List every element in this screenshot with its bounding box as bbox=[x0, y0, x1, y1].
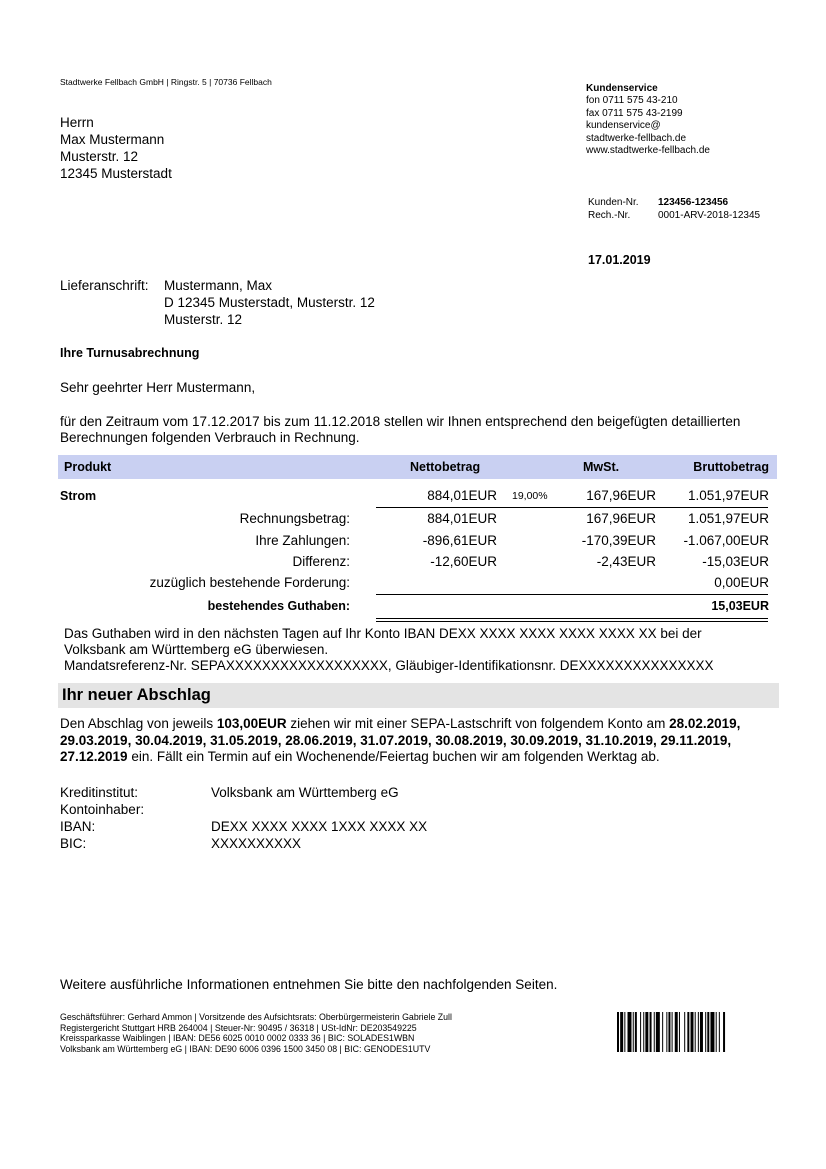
installment-text: Den Abschlag von jeweils bbox=[60, 716, 217, 731]
subject: Ihre Turnusabrechnung bbox=[60, 346, 200, 360]
barcode-bar bbox=[698, 1012, 699, 1052]
bank-value: Volksbank am Württemberg eG bbox=[211, 785, 399, 800]
row-zahlungen-net: -896,61EUR bbox=[422, 533, 497, 548]
row-zahlungen-vat: -170,39EUR bbox=[581, 533, 656, 548]
barcode-bar bbox=[687, 1012, 689, 1052]
barcode-bar bbox=[684, 1012, 685, 1052]
more-info: Weitere ausführliche Informationen entnehmen Sie bitte den nachfolgenden Seiten. bbox=[60, 977, 558, 992]
recipient-line: 12345 Musterstadt bbox=[60, 166, 172, 181]
barcode-bar bbox=[640, 1012, 641, 1052]
credit-note bbox=[64, 626, 764, 674]
barcode-bar bbox=[716, 1012, 717, 1052]
footer-line: Registergericht Stuttgart HRB 264004 | Steuer-Nr: 90495 / 36318 | USt-IdNr: DE203549225 bbox=[60, 1022, 417, 1033]
barcode-bar bbox=[691, 1012, 694, 1052]
row-strom-rate: 19,00% bbox=[512, 490, 548, 502]
barcode-bar bbox=[666, 1012, 667, 1052]
delivery-label: Lieferanschrift: bbox=[60, 278, 149, 293]
row-differenz-vat: -2,43EUR bbox=[596, 554, 656, 569]
barcode-bar bbox=[672, 1012, 673, 1052]
barcode-bar bbox=[628, 1012, 632, 1052]
row-differenz-gross: -15,03EUR bbox=[702, 554, 769, 569]
installment-text: ein. Fällt ein Termin auf ein Wochenende/Feiertag buchen wir am folgenden Werktag ab. bbox=[127, 749, 660, 764]
service-phone: fon 0711 575 43-210 bbox=[586, 95, 678, 107]
row-strom-gross: 1.051,97EUR bbox=[687, 488, 769, 503]
bank-value: XXXXXXXXXX bbox=[211, 836, 302, 851]
delivery-line: Musterstr. 12 bbox=[164, 312, 243, 327]
credit-note-line: Das Guthaben wird in den nächsten Tagen auf Ihr Konto IBAN DEXX XXXX XXXX XXXX XXXX XX bei der bbox=[64, 626, 702, 641]
service-email: kundenservice@ bbox=[586, 120, 661, 132]
header-vat: MwSt. bbox=[583, 460, 620, 474]
recipient-line: Max Mustermann bbox=[60, 132, 165, 147]
delivery-address bbox=[60, 277, 375, 328]
barcode-bar bbox=[700, 1012, 703, 1052]
installment-text: ziehen wir mit einer SEPA-Lastschrift von folgendem Konto am bbox=[286, 716, 670, 731]
footer bbox=[60, 1012, 452, 1054]
header-product: Produkt bbox=[64, 460, 112, 474]
double-line-top bbox=[376, 618, 768, 619]
row-guthaben-label: bestehendes Guthaben: bbox=[207, 599, 350, 613]
row-differenz-net: -12,60EUR bbox=[430, 554, 497, 569]
header-gross: Bruttobetrag bbox=[693, 460, 769, 474]
row-zahlungen-label: Ihre Zahlungen: bbox=[255, 533, 350, 548]
barcode-bar bbox=[719, 1012, 720, 1052]
invoice-number-label: Rech.-Nr. bbox=[588, 210, 631, 221]
barcode-bar bbox=[695, 1012, 696, 1052]
installment-amount: 103,00EUR bbox=[216, 716, 287, 731]
footer-line: Kreissparkasse Waiblingen | IBAN: DE56 6025 0010 0002 0333 36 | BIC: SOLADES1WBN bbox=[60, 1033, 415, 1043]
recipient-line: Musterstr. 12 bbox=[60, 149, 139, 164]
bank-details bbox=[60, 784, 427, 852]
row-guthaben-gross: 15,03EUR bbox=[711, 599, 769, 613]
row-differenz-label: Differenz: bbox=[292, 554, 350, 569]
barcode-bar bbox=[624, 1012, 625, 1052]
barcode-bar bbox=[654, 1012, 655, 1052]
barcode-bar bbox=[662, 1012, 663, 1052]
barcode-bar bbox=[710, 1012, 714, 1052]
intro-paragraph: für den Zeitraum vom 17.12.2017 bis zum 11.12.2018 stellen wir Ihnen entsprechend den beigefügten detaillierten Berechnungen folgenden Verbrauch in Rechnung. bbox=[60, 414, 741, 445]
barcode-bar bbox=[650, 1012, 652, 1052]
divider-line bbox=[376, 507, 768, 508]
barcode-bar bbox=[645, 1012, 648, 1052]
bank-label: IBAN: bbox=[60, 819, 96, 834]
row-forderung-gross: 0,00EUR bbox=[714, 575, 769, 590]
barcode-bar bbox=[707, 1012, 709, 1052]
credit-note-line: Volksbank am Württemberg eG überwiesen. bbox=[64, 642, 329, 657]
barcode-bar bbox=[679, 1012, 680, 1052]
service-email-domain: stadtwerke-fellbach.de bbox=[586, 132, 687, 144]
row-strom-vat: 167,96EUR bbox=[586, 488, 656, 503]
barcode-bar bbox=[643, 1012, 644, 1052]
barcode-bar bbox=[675, 1012, 678, 1052]
sender-line: Stadtwerke Fellbach GmbH | Ringstr. 5 | 70736 Fellbach bbox=[60, 77, 272, 87]
delivery-line: D 12345 Musterstadt, Musterstr. 12 bbox=[164, 295, 375, 310]
customer-service-block bbox=[586, 83, 710, 157]
recipient-address bbox=[60, 114, 172, 182]
barcode bbox=[617, 1012, 779, 1052]
header-net: Nettobetrag bbox=[410, 460, 481, 474]
service-fax: fax 0711 575 43-2199 bbox=[586, 107, 683, 119]
row-rechnung-label: Rechnungsbetrag: bbox=[239, 511, 350, 526]
letter-date: 17.01.2019 bbox=[588, 253, 651, 267]
double-line-bottom bbox=[376, 621, 768, 622]
barcode-bar bbox=[705, 1012, 706, 1052]
row-rechnung-gross: 1.051,97EUR bbox=[687, 511, 769, 526]
barcode-bar bbox=[656, 1012, 660, 1052]
section-title: Ihr neuer Abschlag bbox=[62, 686, 211, 704]
reference-numbers bbox=[588, 196, 760, 222]
credit-note-line: Mandatsreferenz-Nr. SEPAXXXXXXXXXXXXXXXXXX, Gläubiger-Identifikationsnr. DEXXXXXXXXXXXXXXX bbox=[64, 658, 714, 673]
barcode-bar bbox=[620, 1012, 623, 1052]
row-strom-label: Strom bbox=[60, 489, 97, 503]
bank-value: DEXX XXXX XXXX 1XXX XXXX XX bbox=[211, 819, 428, 834]
footer-line: Volksbank am Württemberg eG | IBAN: DE90 6006 0396 1500 3450 08 | BIC: GENODES1UTV bbox=[60, 1043, 431, 1054]
customer-number-label: Kunden-Nr. bbox=[588, 197, 639, 208]
divider-line bbox=[376, 594, 768, 595]
recipient-line: Herrn bbox=[60, 115, 94, 130]
customer-number: 123456-123456 bbox=[658, 197, 729, 208]
service-title: Kundenservice bbox=[586, 83, 658, 94]
row-zahlungen-gross: -1.067,00EUR bbox=[683, 533, 769, 548]
barcode-bar bbox=[633, 1012, 634, 1052]
barcode-bar bbox=[723, 1012, 725, 1052]
installment-dates: 28.02.2019, 29.03.2019, 30.04.2019, 31.05.2019, 28.06.2019, 31.07.2019, 30.08.2019, 30.09.2019, 31.10.2019, 29.11.2019, 27.12.2019 bbox=[60, 716, 741, 764]
row-forderung-label: zuzüglich bestehende Forderung: bbox=[149, 575, 350, 590]
barcode-bar bbox=[617, 1012, 619, 1052]
service-website: www.stadtwerke-fellbach.de bbox=[586, 145, 710, 157]
row-strom-net: 884,01EUR bbox=[427, 488, 497, 503]
installment-paragraph bbox=[60, 716, 772, 766]
row-rechnung-vat: 167,96EUR bbox=[586, 511, 656, 526]
barcode-bar bbox=[668, 1012, 670, 1052]
barcode-bar bbox=[635, 1012, 637, 1052]
row-rechnung-net: 884,01EUR bbox=[427, 511, 497, 526]
salutation: Sehr geehrter Herr Mustermann, bbox=[60, 380, 256, 395]
bank-label: Kreditinstitut: bbox=[60, 785, 139, 800]
footer-line: Geschäftsführer: Gerhard Ammon | Vorsitzende des Aufsichtsrats: Oberbürgermeisterin Gabriele Zull bbox=[60, 1012, 452, 1022]
invoice-number: 0001-ARV-2018-12345 bbox=[658, 210, 761, 221]
delivery-line: Mustermann, Max bbox=[164, 278, 273, 293]
bank-label: Kontoinhaber: bbox=[60, 802, 145, 817]
bank-label: BIC: bbox=[60, 836, 87, 851]
